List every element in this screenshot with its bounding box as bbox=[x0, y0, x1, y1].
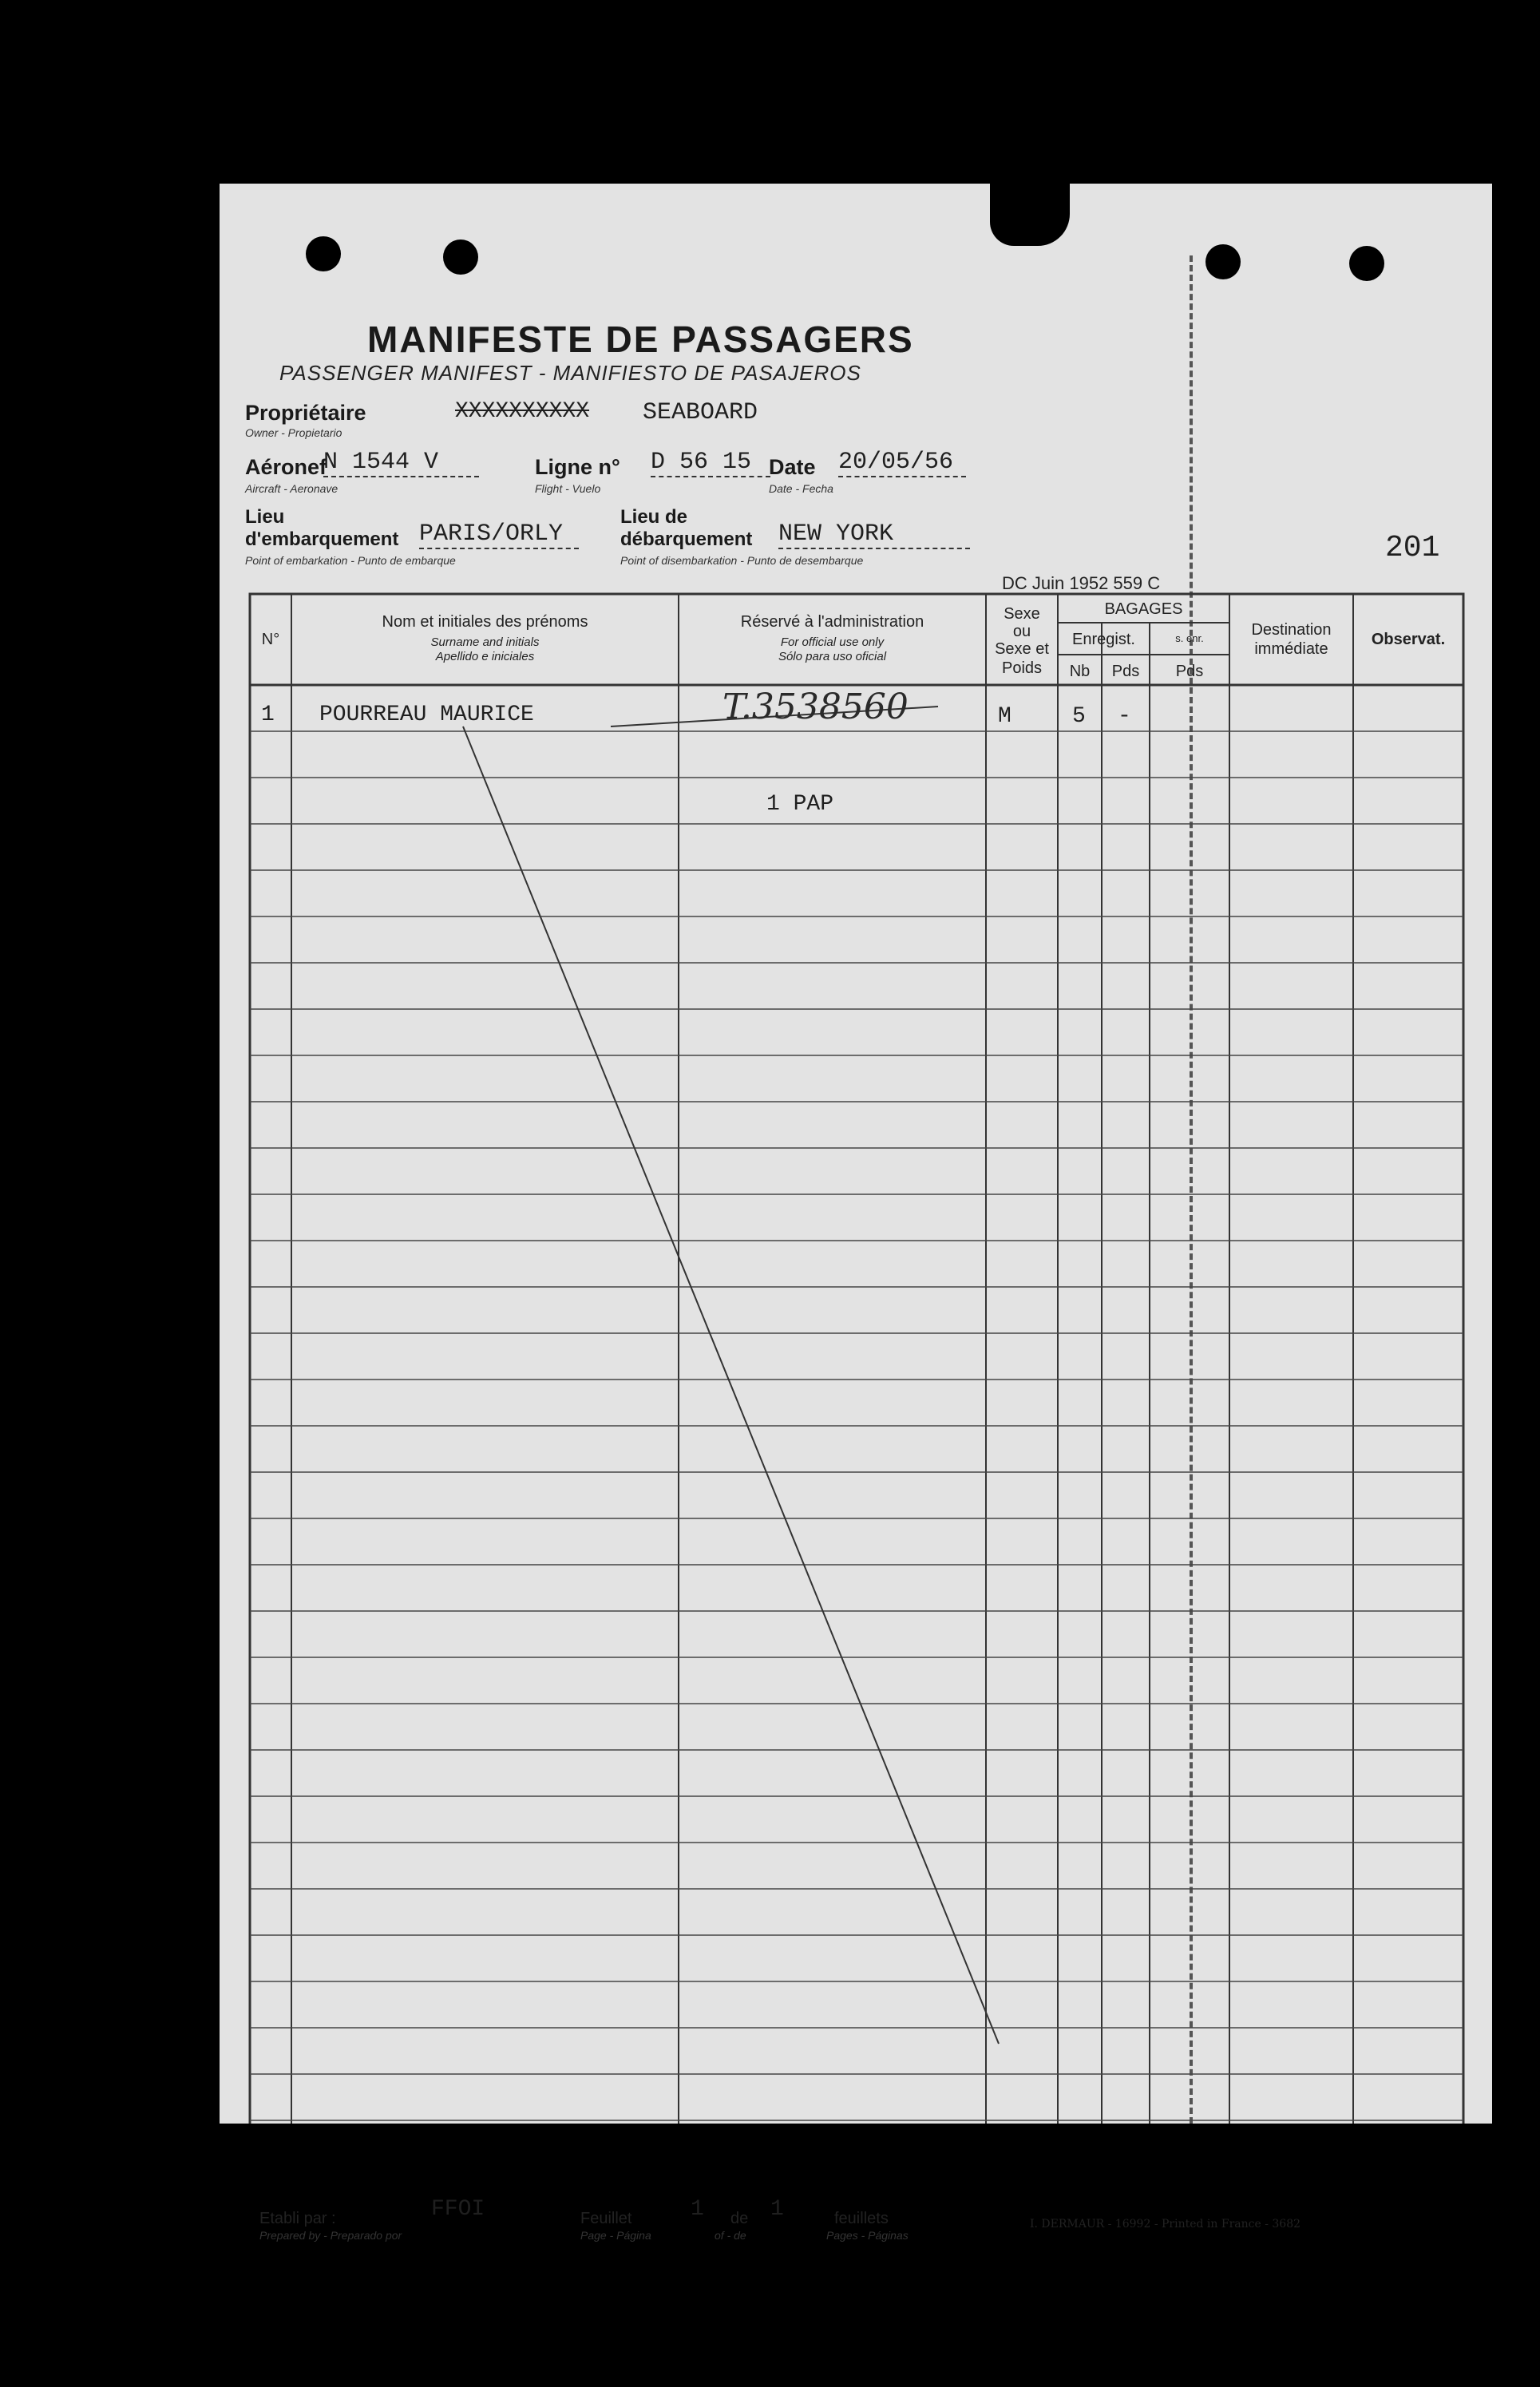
form-subtitle: PASSENGER MANIFEST - MANIFIESTO DE PASAJEROS bbox=[279, 361, 861, 385]
embark-value: PARIS/ORLY bbox=[419, 522, 579, 549]
col-unregistered-header: s. enr. bbox=[1175, 632, 1204, 644]
row-baggage-weight: - bbox=[1118, 704, 1131, 729]
col-sex-header: Sexe et bbox=[995, 640, 1049, 658]
col-sex-header: Poids bbox=[1001, 659, 1043, 677]
prepared-by-value: FFOI bbox=[431, 2197, 485, 2222]
embark-sublabel: Point of embarkation - Punto de embarque bbox=[245, 554, 456, 567]
prepared-by-sublabel: Prepared by - Preparado por bbox=[259, 2229, 402, 2242]
disembark-label: Lieu de bbox=[620, 506, 688, 528]
flight-sublabel: Flight - Vuelo bbox=[535, 482, 601, 495]
col-observations-header: Observat. bbox=[1371, 631, 1446, 648]
aircraft-sublabel: Aircraft - Aeronave bbox=[245, 482, 338, 495]
col-no-header: N° bbox=[261, 631, 280, 648]
sheet-sublabel: Page - Página bbox=[580, 2229, 651, 2242]
date-sublabel: Date - Fecha bbox=[769, 482, 833, 495]
col-sex-header: ou bbox=[1012, 623, 1031, 640]
disembark-value: NEW YORK bbox=[778, 522, 970, 549]
date-label: Date bbox=[769, 455, 816, 479]
form-title: MANIFESTE DE PASSAGERS bbox=[367, 319, 914, 360]
manifest-sheet bbox=[220, 184, 1492, 2242]
pages-label: feuillets bbox=[834, 2210, 889, 2227]
row-name: POURREAU MAURICE bbox=[319, 703, 534, 727]
row-admin-note: T.3538560 bbox=[722, 687, 909, 727]
pages-sublabel: Pages - Páginas bbox=[826, 2229, 909, 2242]
col-registered-header: Enregist. bbox=[1072, 631, 1135, 648]
flight-label: Ligne n° bbox=[535, 455, 620, 479]
aircraft-label: Aéronef bbox=[245, 455, 327, 479]
owner-sublabel: Owner - Propietario bbox=[245, 426, 342, 439]
row-baggage-count: 5 bbox=[1072, 704, 1086, 729]
row-no: 1 bbox=[261, 703, 275, 727]
of-sublabel: of - de bbox=[715, 2229, 746, 2242]
col-pds2-header: Pds bbox=[1175, 663, 1204, 680]
sheet-label: Feuillet bbox=[580, 2210, 632, 2227]
col-name-en: Surname and initials bbox=[430, 635, 540, 649]
of-label: de bbox=[730, 2210, 749, 2227]
extra-note: 1 PAP bbox=[766, 792, 834, 817]
owner-value: SEABOARD bbox=[643, 399, 758, 426]
embark-label: Lieu bbox=[245, 506, 285, 528]
sheet-value: 1 bbox=[691, 2197, 704, 2222]
row-sex: M bbox=[998, 704, 1011, 729]
owner-struck: XXXXXXXXXX bbox=[455, 399, 590, 424]
col-admin-header: Réservé à l'administration bbox=[740, 613, 924, 631]
table-grid bbox=[220, 184, 1492, 2124]
col-name-es: Apellido e iniciales bbox=[435, 650, 535, 663]
col-sex-header: Sexe bbox=[1004, 605, 1040, 623]
owner-label: Propriétaire bbox=[245, 401, 366, 425]
printer-imprint: I. DERMAUR - 16992 - Printed in France - 3682 bbox=[1030, 2218, 1301, 2231]
prepared-by-label: Etabli par : bbox=[259, 2210, 336, 2227]
col-nb-header: Nb bbox=[1069, 663, 1091, 680]
form-code: DC Juin 1952 559 C bbox=[1002, 573, 1161, 593]
flight-value: D 56 15 bbox=[651, 450, 770, 477]
embark-label: d'embarquement bbox=[245, 528, 399, 550]
disembark-label: débarquement bbox=[620, 528, 753, 550]
col-destination-header: Destination bbox=[1251, 621, 1332, 639]
col-admin-en: For official use only bbox=[780, 635, 885, 649]
col-baggage-header: BAGAGES bbox=[1104, 600, 1183, 618]
col-pds-header: Pds bbox=[1111, 663, 1140, 680]
col-admin-es: Sólo para uso oficial bbox=[778, 650, 887, 663]
col-name-header: Nom et initiales des prénoms bbox=[382, 613, 588, 631]
disembark-sublabel: Point of disembarkation - Punto de desembarque bbox=[620, 554, 864, 567]
total-pages-value: 1 bbox=[770, 2197, 784, 2222]
aircraft-value: N 1544 V bbox=[323, 450, 479, 477]
date-value: 20/05/56 bbox=[838, 450, 966, 477]
page-stamp: 201 bbox=[1385, 531, 1440, 565]
col-destination-header: immédiate bbox=[1254, 640, 1328, 658]
